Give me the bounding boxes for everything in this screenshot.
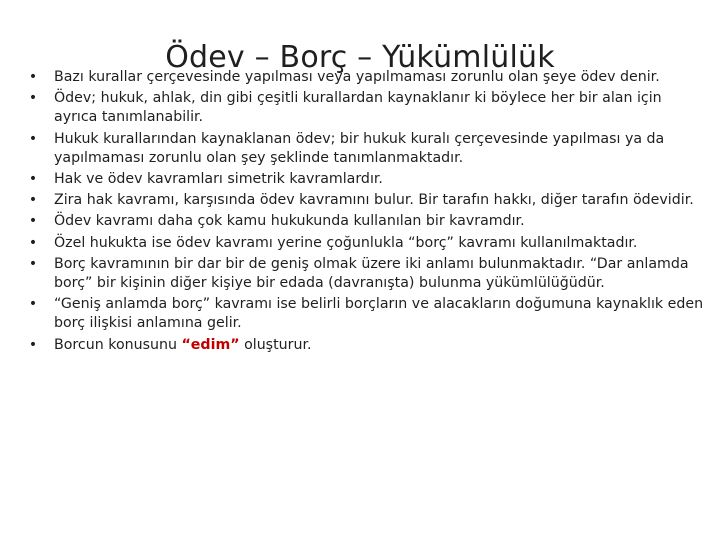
bullet-text: Ödev; hukuk, ahlak, din gibi çeşitli kurallardan kaynaklanır ki böylece her bir alan için ayrıca tanımlanabilir. <box>54 90 662 126</box>
emphasized-term: “edim” <box>181 336 240 353</box>
bullet-text: Hak ve ödev kavramları simetrik kavramlardır. <box>54 170 383 187</box>
bullet-dot-icon: • <box>28 130 38 147</box>
bullet-item <box>26 295 706 333</box>
bullet-dot-icon: • <box>28 192 38 209</box>
bullet-item <box>26 255 706 293</box>
bullet-list <box>26 68 706 357</box>
bullet-dot-icon: • <box>28 90 38 107</box>
bullet-dot-icon: • <box>28 170 38 187</box>
bullet-text: Özel hukukta ise ödev kavramı yerine çoğunlukla “borç” kavramı kullanılmaktadır. <box>54 234 638 251</box>
bullet-item <box>26 130 706 168</box>
bullet-dot-icon: • <box>28 256 38 273</box>
bullet-item <box>26 191 706 210</box>
bullet-dot-icon: • <box>28 69 38 85</box>
bullet-item <box>26 234 706 253</box>
bullet-text: Borç kavramının bir dar bir de geniş olmak üzere iki anlamı bulunmaktadır. “Dar anlamda borç” bir kişinin diğer kişiye bir edada (davranışta) bulunma yükümlülüğüdür. <box>54 256 689 292</box>
bullet-item <box>26 68 706 87</box>
slide-title: Ödev – Borç – Yükümlülük <box>165 40 555 76</box>
bullet-item <box>26 336 706 355</box>
bullet-text-before: Borcun konusunu <box>54 336 182 353</box>
bullet-item <box>26 212 706 231</box>
bullet-dot-icon: • <box>28 296 38 313</box>
bullet-text-after: oluşturur. <box>239 336 312 353</box>
bullet-text: Hukuk kurallarından kaynaklanan ödev; bir hukuk kuralı çerçevesinde yapılması ya da yapılmaması zorunlu olan şey şeklinde tanımlanmaktadır. <box>54 130 665 166</box>
bullet-text: Zira hak kavramı, karşısında ödev kavramını bulur. Bir tarafın hakkı, diğer tarafın ödevidir. <box>54 192 694 209</box>
bullet-text <box>54 336 706 355</box>
bullet-text: Ödev kavramı daha çok kamu hukukunda kullanılan bir kavramdır. <box>54 213 525 230</box>
bullet-item <box>26 89 706 127</box>
bullet-item <box>26 170 706 189</box>
bullet-dot-icon: • <box>28 213 38 230</box>
bullet-dot-icon: • <box>28 234 38 251</box>
bullet-text: “Geniş anlamda borç” kavramı ise belirli borçların ve alacakların doğumuna kaynaklık eden borç ilişkisi anlamına gelir. <box>54 296 704 332</box>
bullet-text: Bazı kurallar çerçevesinde yapılması veya yapılmaması zorunlu olan şeye ödev denir. <box>54 69 660 85</box>
bullet-dot-icon: • <box>28 336 38 353</box>
